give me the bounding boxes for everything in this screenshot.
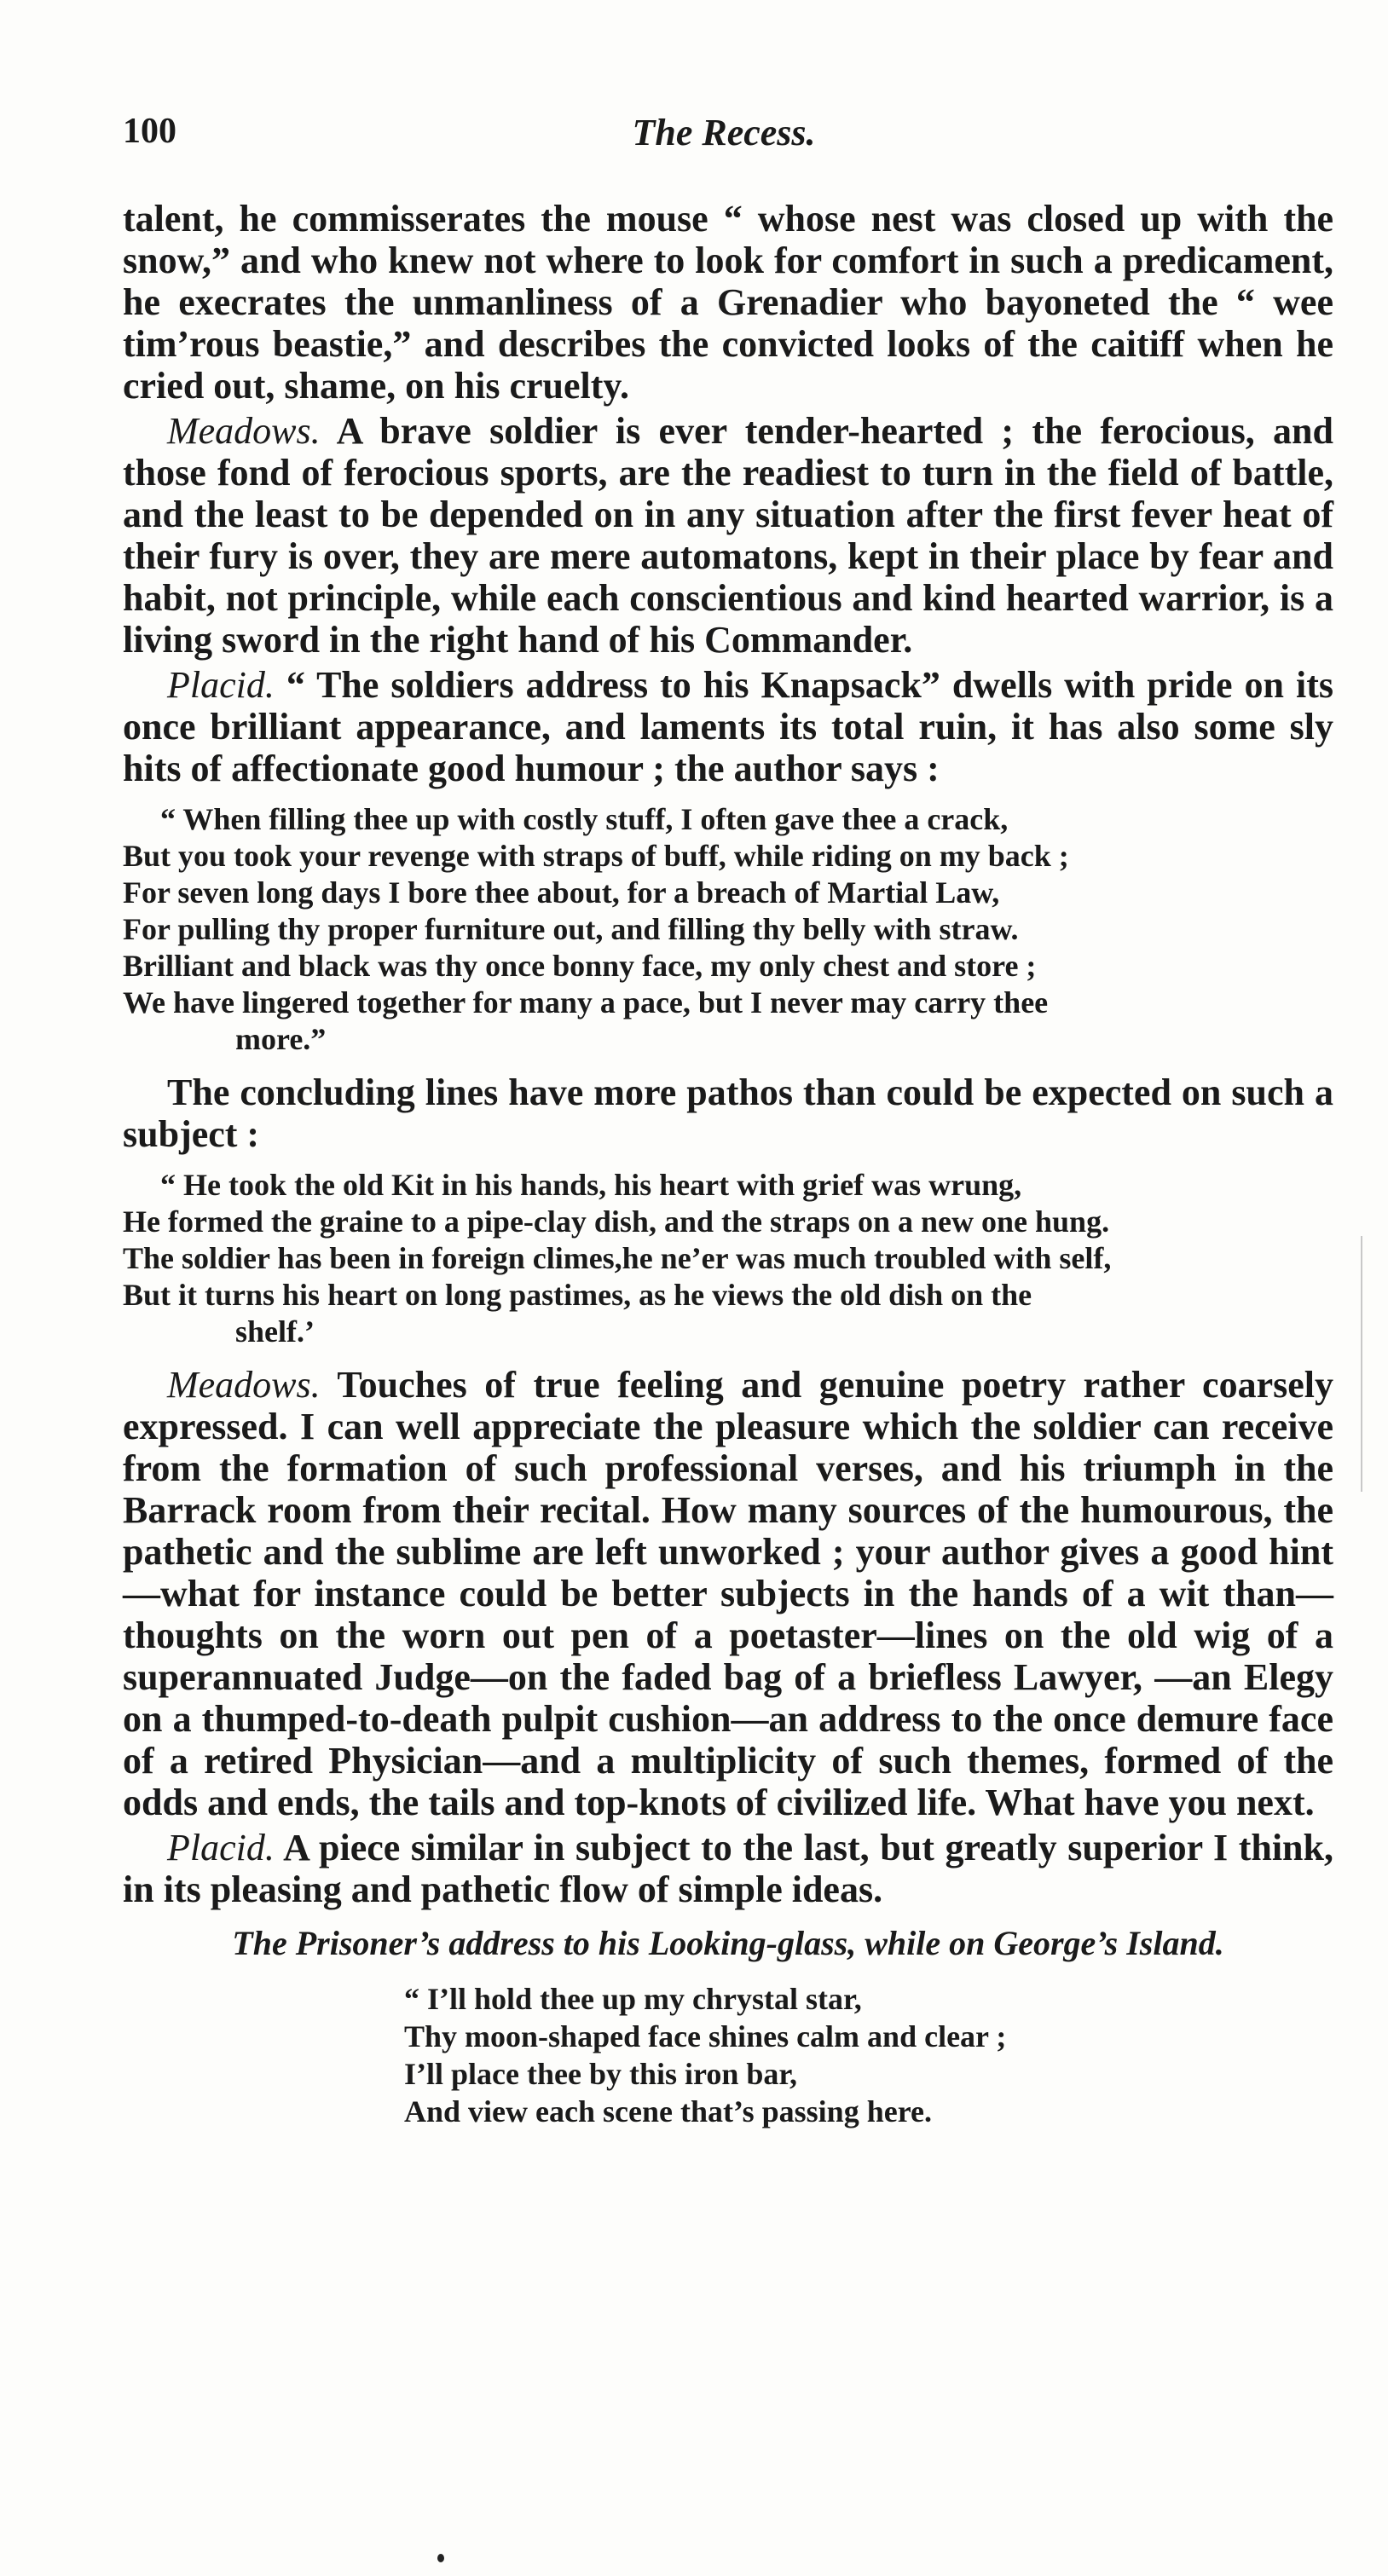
speaker-placid: Placid.	[167, 1827, 275, 1868]
paragraph-4-text: The concluding lines have more pathos than could be expected on such a subject :	[123, 1071, 1333, 1155]
verse-line: We have lingered together for many a pace, but I never may carry thee	[123, 985, 1049, 1019]
poem-line: “ I’ll hold thee up my chrystal star,	[404, 1982, 862, 2016]
verse-line: But it turns his heart on long pastimes, as he views the old dish on the	[123, 1278, 1032, 1312]
poem-title: The Prisoner’s address to his Looking-glass, while on George’s Island.	[232, 1924, 1224, 1962]
paragraph-2-text: A brave soldier is ever tender-hearted ; the ferocious, and those fond of ferocious sports, are the readiest to turn in the field of battle, and the least to be depended on in any situation after the first fever heat of their fury is over, they are mere automatons, kept in their place by fear and habit, not principle, while each conscientious and kind hearted warrior, is a living sword in the right hand of his Commander.	[123, 410, 1334, 661]
paragraph-6	[123, 1827, 1333, 1910]
verse-line: For seven long days I bore thee about, for a breach of Martial Law,	[123, 875, 1000, 910]
verse-line: For pulling thy proper furniture out, and filling thy belly with straw.	[123, 912, 1019, 946]
poem-line: And view each scene that’s passing here.	[404, 2094, 932, 2128]
verse-knapsack	[123, 801, 1333, 1058]
verse-line: more.”	[235, 1022, 327, 1056]
verse-line: The soldier has been in foreign climes,he ne’er was much troubled with self,	[123, 1241, 1112, 1275]
verse-line: “ He took the old Kit in his hands, his heart with grief was wrung,	[160, 1168, 1022, 1202]
verse-line: shelf.’	[235, 1314, 315, 1349]
verse-line: Brilliant and black was thy once bonny face, my only chest and store ;	[123, 949, 1037, 983]
paragraph-5-text: Touches of true feeling and genuine poetry rather coarsely expressed. I can well appreciate the pleasure which the soldier can receive from the formation of such professional verses, and his triumph in the Barrack room from their recital. How many sources of the humourous, the pathetic and the sublime are left unworked ; your author gives a good hint—what for instance could be better subjects in the hands of a wit than—thoughts on the worn out pen of a poetaster—lines on the old wig of a superannuated Judge—on the faded bag of a briefless Lawyer, —an Elegy on a thumped-to-death pulpit cushion—an address to the once demure face of a retired Physician—and a multiplicity of such themes, formed of the odds and ends, the tails and top-knots of civilized life. What have you next.	[123, 1364, 1333, 1823]
poem-looking-glass	[404, 1980, 1333, 2130]
paragraph-3	[123, 664, 1333, 789]
speaker-placid: Placid.	[167, 664, 275, 706]
verse-line: He formed the graine to a pipe-clay dish, and the straps on a new one hung.	[123, 1204, 1110, 1239]
body-text	[123, 198, 1333, 2130]
verse-line: But you took your revenge with straps of buff, while riding on my back ;	[123, 839, 1069, 873]
paragraph-4	[123, 1071, 1333, 1155]
paragraph-1-text: talent, he commisserates the mouse “ whose nest was closed up with the snow,” and who knew not where to look for comfort in such a predicament, he execrates the unmanliness of a Grenadier who bayoneted the “ wee tim’rous beastie,” and describes the convicted looks of the caitiff when he cried out, shame, on his cruelty.	[123, 198, 1333, 407]
speaker-meadows: Meadows.	[167, 1364, 321, 1406]
poem-line: I’ll place thee by this iron bar,	[404, 2057, 798, 2091]
paragraph-3-text: “ The soldiers address to his Knapsack” dwells with pride on its once brilliant appearance, and laments its total ruin, it has also some sly hits of affectionate good humour ; the author says :	[123, 664, 1333, 789]
paragraph-1	[123, 198, 1333, 407]
page-edge-mark	[1361, 1236, 1362, 1492]
page-number: 100	[123, 112, 176, 151]
ink-speck	[437, 2554, 444, 2562]
paragraph-6-text: A piece similar in subject to the last, but greatly superior I think, in its pleasing and pathetic flow of simple ideas.	[123, 1827, 1333, 1910]
running-title: The Recess.	[632, 112, 816, 153]
speaker-meadows: Meadows.	[167, 410, 321, 452]
page-header	[123, 111, 1325, 162]
paragraph-5	[123, 1364, 1333, 1823]
paragraph-2	[123, 410, 1333, 661]
poem-line: Thy moon-shaped face shines calm and clear ;	[404, 2019, 1007, 2053]
verse-line: “ When filling thee up with costly stuff, I often gave thee a crack,	[160, 802, 1009, 836]
verse-old-kit	[123, 1167, 1333, 1350]
